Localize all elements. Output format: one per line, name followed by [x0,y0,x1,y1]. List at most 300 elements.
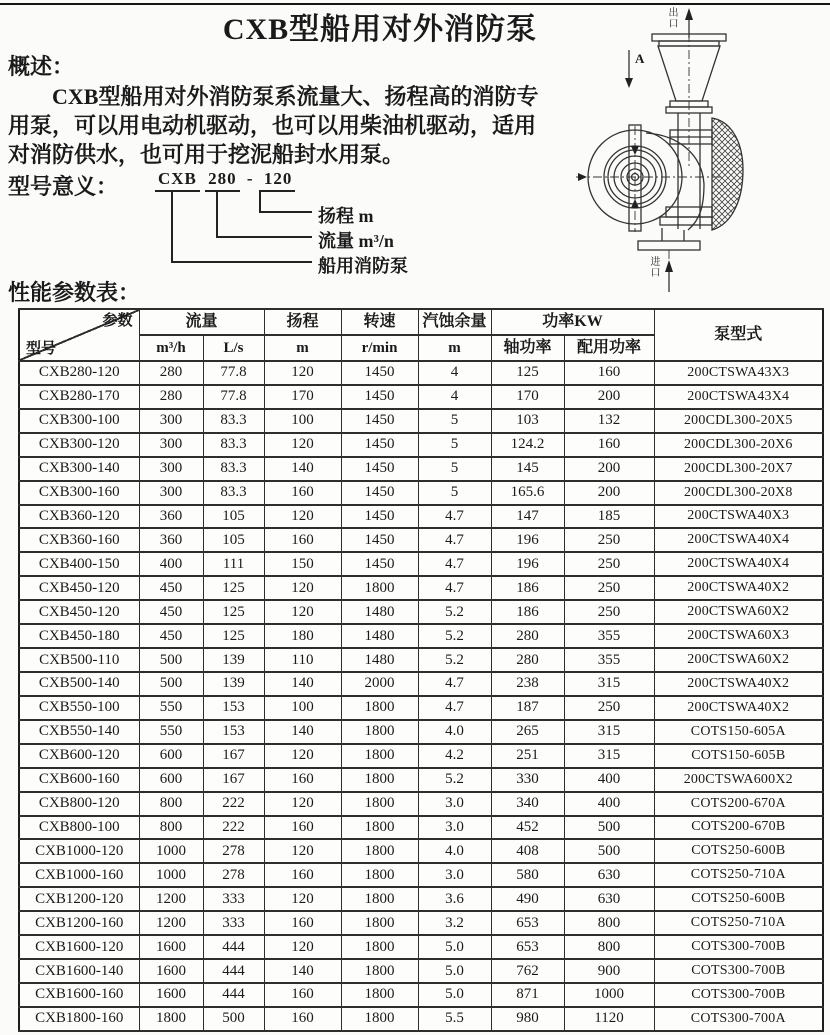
cell-flow-ls: 167 [203,744,264,768]
cell-rated-power: 160 [564,433,654,457]
cell-head: 160 [264,911,341,935]
cell-npsh: 3.6 [418,887,491,911]
cell-head: 140 [264,959,341,983]
cell-npsh: 5 [418,409,491,433]
cell-pump-type: 200CDL300-20X5 [654,409,823,433]
table-row [19,600,823,624]
table-row [19,911,823,935]
table-row [19,768,823,792]
cell-model: CXB1600-160 [19,983,139,1007]
cell-flow-m3h: 1200 [139,911,203,935]
cell-flow-ls: 333 [203,887,264,911]
cell-head: 150 [264,552,341,576]
outlet-label: 出口 [666,7,677,29]
cell-head: 100 [264,409,341,433]
cell-speed: 1450 [341,505,418,529]
cell-flow-ls: 83.3 [203,481,264,505]
cell-flow-ls: 125 [203,624,264,648]
cell-shaft-power: 170 [491,385,564,409]
cell-pump-type: 200CTSWA40X3 [654,505,823,529]
performance-parameter-table [18,308,824,1032]
cell-head: 160 [264,816,341,840]
cell-flow-m3h: 400 [139,552,203,576]
overview-paragraph [8,82,560,169]
header-head: 扬程 [264,309,341,335]
cell-npsh: 4 [418,385,491,409]
cell-rated-power: 500 [564,816,654,840]
cell-flow-m3h: 800 [139,816,203,840]
cell-shaft-power: 653 [491,935,564,959]
table-row [19,433,823,457]
cell-head: 160 [264,528,341,552]
cell-flow-ls: 111 [203,552,264,576]
cell-flow-m3h: 1600 [139,959,203,983]
cell-pump-type: COTS150-605A [654,720,823,744]
cell-shaft-power: 147 [491,505,564,529]
cell-shaft-power: 165.6 [491,481,564,505]
cell-flow-ls: 222 [203,816,264,840]
cell-flow-ls: 77.8 [203,361,264,385]
cell-npsh: 3.2 [418,911,491,935]
cell-head: 120 [264,792,341,816]
cell-model: CXB800-100 [19,816,139,840]
cell-pump-type: 200CTSWA600X2 [654,768,823,792]
table-row [19,816,823,840]
cell-flow-ls: 139 [203,672,264,696]
table-row [19,863,823,887]
cell-shaft-power: 103 [491,409,564,433]
cell-flow-ls: 77.8 [203,385,264,409]
cell-flow-m3h: 280 [139,361,203,385]
table-row [19,672,823,696]
cell-flow-ls: 153 [203,696,264,720]
cell-npsh: 4.7 [418,672,491,696]
cell-model: CXB1600-120 [19,935,139,959]
header-flow: 流量 [139,309,264,335]
cell-flow-m3h: 500 [139,672,203,696]
cell-model: CXB800-120 [19,792,139,816]
cell-speed: 1480 [341,600,418,624]
cell-npsh: 5.2 [418,648,491,672]
cell-shaft-power: 408 [491,839,564,863]
cell-shaft-power: 196 [491,552,564,576]
cell-model: CXB300-140 [19,457,139,481]
table-row [19,385,823,409]
cell-shaft-power: 452 [491,816,564,840]
cell-rated-power: 400 [564,792,654,816]
cell-flow-m3h: 1600 [139,983,203,1007]
cell-shaft-power: 980 [491,1007,564,1031]
cell-rated-power: 250 [564,552,654,576]
cell-speed: 1800 [341,911,418,935]
cell-pump-type: 200CTSWA40X2 [654,696,823,720]
model-meaning-heading: 型号意义： [8,174,119,199]
cell-speed: 1800 [341,839,418,863]
cell-pump-type: COTS300-700A [654,1007,823,1031]
cell-rated-power: 1000 [564,983,654,1007]
cell-flow-m3h: 1800 [139,1007,203,1031]
cell-head: 160 [264,768,341,792]
cell-pump-type: 200CDL300-20X6 [654,433,823,457]
cell-speed: 2000 [341,672,418,696]
cell-pump-type: 200CTSWA60X2 [654,648,823,672]
cell-npsh: 4 [418,361,491,385]
cell-head: 120 [264,935,341,959]
cell-speed: 1450 [341,409,418,433]
cell-rated-power: 250 [564,696,654,720]
cell-head: 120 [264,744,341,768]
cell-rated-power: 200 [564,457,654,481]
cell-npsh: 5 [418,433,491,457]
header-pump-type: 泵型式 [654,309,823,361]
cell-head: 120 [264,839,341,863]
model-code-prefix: CXB [155,169,200,192]
inlet-label: 进口 [648,256,659,278]
cell-head: 120 [264,361,341,385]
cell-rated-power: 250 [564,576,654,600]
cell-flow-m3h: 300 [139,481,203,505]
cell-head: 120 [264,433,341,457]
cell-flow-m3h: 360 [139,505,203,529]
cell-head: 180 [264,624,341,648]
cell-flow-m3h: 1000 [139,863,203,887]
cell-flow-m3h: 550 [139,696,203,720]
cell-pump-type: COTS250-710A [654,863,823,887]
header-flow-unit-ls: L/s [203,335,264,361]
cell-flow-ls: 167 [203,768,264,792]
cell-shaft-power: 490 [491,887,564,911]
branch-label-flow: 流量 m³/n [318,231,394,251]
cell-npsh: 5 [418,481,491,505]
overview-line: 用泵，可以用电动机驱动，也可以用柴油机驱动，适用 [8,113,537,138]
cell-speed: 1800 [341,983,418,1007]
model-branch-lines [150,190,320,280]
table-row [19,409,823,433]
cell-flow-ls: 125 [203,576,264,600]
cell-flow-ls: 278 [203,839,264,863]
cell-npsh: 4.7 [418,505,491,529]
cell-speed: 1450 [341,385,418,409]
cell-flow-ls: 278 [203,863,264,887]
overview-heading: 概述： [8,54,75,79]
cell-model: CXB360-160 [19,528,139,552]
table-row [19,720,823,744]
cell-flow-ls: 222 [203,792,264,816]
cell-flow-ls: 500 [203,1007,264,1031]
cell-model: CXB1800-160 [19,1007,139,1031]
cell-pump-type: 200CTSWA40X4 [654,528,823,552]
table-row [19,528,823,552]
cell-flow-m3h: 300 [139,457,203,481]
table-row [19,696,823,720]
cell-flow-m3h: 360 [139,528,203,552]
cell-flow-m3h: 500 [139,648,203,672]
cell-npsh: 5.0 [418,935,491,959]
cell-pump-type: 200CTSWA43X3 [654,361,823,385]
cell-flow-ls: 444 [203,983,264,1007]
header-speed-unit: r/min [341,335,418,361]
cell-model: CXB600-160 [19,768,139,792]
cell-flow-ls: 125 [203,600,264,624]
cell-npsh: 4.7 [418,552,491,576]
page-title: CXB型船用对外消防泵 [222,13,538,46]
model-code-flow: 280 [205,169,240,192]
table-row [19,744,823,768]
cell-model: CXB300-120 [19,433,139,457]
header-flow-unit-m3h: m³/h [139,335,203,361]
table-row [19,505,823,529]
table-row [19,935,823,959]
cell-shaft-power: 145 [491,457,564,481]
header-corner-cell [19,309,139,361]
header-npsh-unit: m [418,335,491,361]
cell-pump-type: COTS250-710A [654,911,823,935]
cell-flow-ls: 333 [203,911,264,935]
table-row [19,361,823,385]
cell-model: CXB450-120 [19,600,139,624]
cell-npsh: 5.0 [418,983,491,1007]
cell-model: CXB600-120 [19,744,139,768]
cell-flow-m3h: 1000 [139,839,203,863]
cell-speed: 1450 [341,481,418,505]
cell-speed: 1450 [341,457,418,481]
cell-rated-power: 315 [564,720,654,744]
cell-shaft-power: 187 [491,696,564,720]
cell-speed: 1800 [341,816,418,840]
cell-rated-power: 900 [564,959,654,983]
cell-speed: 1450 [341,528,418,552]
cell-shaft-power: 124.2 [491,433,564,457]
cell-head: 100 [264,696,341,720]
cell-rated-power: 250 [564,528,654,552]
cell-speed: 1800 [341,576,418,600]
cell-flow-ls: 139 [203,648,264,672]
cell-rated-power: 315 [564,672,654,696]
cell-speed: 1800 [341,959,418,983]
branch-label-head: 扬程 m [318,206,374,226]
cell-speed: 1800 [341,887,418,911]
cell-flow-m3h: 280 [139,385,203,409]
header-rated-power: 配用功率 [564,335,654,361]
cell-flow-m3h: 300 [139,433,203,457]
header-power: 功率KW [491,309,654,335]
cell-flow-ls: 83.3 [203,409,264,433]
cell-pump-type: COTS200-670A [654,792,823,816]
cell-head: 170 [264,385,341,409]
cell-npsh: 3.0 [418,792,491,816]
cell-model: CXB450-180 [19,624,139,648]
cell-flow-ls: 83.3 [203,457,264,481]
cell-rated-power: 800 [564,935,654,959]
cell-npsh: 4.0 [418,720,491,744]
cell-pump-type: COTS300-700B [654,983,823,1007]
cell-shaft-power: 251 [491,744,564,768]
cell-speed: 1450 [341,433,418,457]
cell-speed: 1450 [341,552,418,576]
cell-rated-power: 250 [564,600,654,624]
cell-head: 110 [264,648,341,672]
cell-flow-m3h: 600 [139,744,203,768]
cell-shaft-power: 280 [491,624,564,648]
cell-rated-power: 200 [564,481,654,505]
cell-pump-type: COTS200-670B [654,816,823,840]
cell-npsh: 4.0 [418,839,491,863]
cell-speed: 1800 [341,744,418,768]
parameter-table-heading: 性能参数表： [8,280,141,305]
cell-pump-type: 200CTSWA40X2 [654,672,823,696]
cell-head: 160 [264,1007,341,1031]
cell-model: CXB500-140 [19,672,139,696]
cell-head: 120 [264,887,341,911]
cell-npsh: 4.7 [418,696,491,720]
cell-speed: 1480 [341,648,418,672]
cell-model: CXB360-120 [19,505,139,529]
table-row [19,648,823,672]
cell-head: 160 [264,863,341,887]
table-body [19,361,823,1031]
table-row [19,839,823,863]
cell-speed: 1480 [341,624,418,648]
cell-npsh: 5.5 [418,1007,491,1031]
cell-npsh: 5.0 [418,959,491,983]
table-row [19,624,823,648]
cell-shaft-power: 580 [491,863,564,887]
overview-line: 对消防供水，也可用于挖泥船封水用泵。 [8,142,405,167]
header-speed: 转速 [341,309,418,335]
cell-head: 140 [264,672,341,696]
cell-flow-ls: 83.3 [203,433,264,457]
cell-flow-m3h: 450 [139,624,203,648]
cell-npsh: 5 [418,457,491,481]
cell-rated-power: 355 [564,624,654,648]
cell-model: CXB500-110 [19,648,139,672]
header-head-unit: m [264,335,341,361]
cell-model: CXB280-170 [19,385,139,409]
cell-flow-m3h: 1200 [139,887,203,911]
cell-model: CXB400-150 [19,552,139,576]
cell-rated-power: 400 [564,768,654,792]
cell-head: 160 [264,983,341,1007]
header-row-1 [19,309,823,335]
cell-npsh: 5.2 [418,624,491,648]
cell-rated-power: 132 [564,409,654,433]
cell-model: CXB1000-120 [19,839,139,863]
table-row [19,552,823,576]
cell-pump-type: 200CDL300-20X8 [654,481,823,505]
cell-shaft-power: 653 [491,911,564,935]
cell-shaft-power: 871 [491,983,564,1007]
cell-model: CXB1200-120 [19,887,139,911]
cell-head: 120 [264,505,341,529]
table-row [19,887,823,911]
cell-model: CXB1600-140 [19,959,139,983]
cell-pump-type: 200CTSWA60X3 [654,624,823,648]
header-parameter-label: 参数 [102,313,133,329]
header-npsh: 汽蚀余量 [418,309,491,335]
cell-speed: 1800 [341,720,418,744]
section-a-label: A [635,51,645,66]
cell-rated-power: 185 [564,505,654,529]
cell-shaft-power: 265 [491,720,564,744]
table-row [19,959,823,983]
cell-flow-m3h: 450 [139,576,203,600]
cell-rated-power: 630 [564,863,654,887]
cell-head: 140 [264,720,341,744]
cell-head: 120 [264,576,341,600]
model-code-dash: - [246,169,254,188]
cell-model: CXB280-120 [19,361,139,385]
cell-shaft-power: 330 [491,768,564,792]
cell-shaft-power: 340 [491,792,564,816]
cell-pump-type: COTS250-600B [654,887,823,911]
cell-speed: 1450 [341,361,418,385]
cell-rated-power: 1120 [564,1007,654,1031]
cell-pump-type: COTS150-605B [654,744,823,768]
cell-flow-ls: 444 [203,935,264,959]
cell-npsh: 4.7 [418,528,491,552]
cell-pump-type: COTS300-700B [654,935,823,959]
cell-shaft-power: 280 [491,648,564,672]
cell-model: CXB550-100 [19,696,139,720]
cell-flow-m3h: 450 [139,600,203,624]
cell-shaft-power: 125 [491,361,564,385]
overview-line: CXB型船用对外消防泵系流量大、扬程高的消防专 [52,84,539,109]
cell-shaft-power: 238 [491,672,564,696]
cell-shaft-power: 186 [491,600,564,624]
cell-shaft-power: 186 [491,576,564,600]
cell-speed: 1800 [341,768,418,792]
cell-model: CXB1000-160 [19,863,139,887]
cell-model: CXB300-160 [19,481,139,505]
cell-pump-type: COTS250-600B [654,839,823,863]
cell-flow-ls: 105 [203,505,264,529]
cell-head: 140 [264,457,341,481]
model-code [155,169,295,192]
cell-pump-type: 200CTSWA60X2 [654,600,823,624]
cell-shaft-power: 762 [491,959,564,983]
cell-flow-m3h: 300 [139,409,203,433]
table-row [19,457,823,481]
cell-speed: 1800 [341,792,418,816]
pump-technical-drawing [572,4,830,298]
cell-flow-ls: 105 [203,528,264,552]
cell-npsh: 5.2 [418,768,491,792]
cell-model: CXB300-100 [19,409,139,433]
cell-speed: 1800 [341,863,418,887]
branch-label-pump: 船用消防泵 [318,256,408,276]
cell-flow-ls: 444 [203,959,264,983]
cell-head: 120 [264,600,341,624]
cell-flow-m3h: 600 [139,768,203,792]
cell-pump-type: COTS300-700B [654,959,823,983]
cell-model: CXB1200-160 [19,911,139,935]
table-row [19,792,823,816]
cell-speed: 1800 [341,935,418,959]
cell-pump-type: 200CTSWA40X2 [654,576,823,600]
table-row [19,1007,823,1031]
cell-head: 160 [264,481,341,505]
cell-model: CXB450-120 [19,576,139,600]
header-shaft-power: 轴功率 [491,335,564,361]
cell-flow-ls: 153 [203,720,264,744]
cell-pump-type: 200CTSWA40X4 [654,552,823,576]
cell-speed: 1800 [341,696,418,720]
cell-pump-type: 200CTSWA43X4 [654,385,823,409]
cell-npsh: 3.0 [418,863,491,887]
cell-rated-power: 315 [564,744,654,768]
cell-flow-m3h: 1600 [139,935,203,959]
table-row [19,481,823,505]
